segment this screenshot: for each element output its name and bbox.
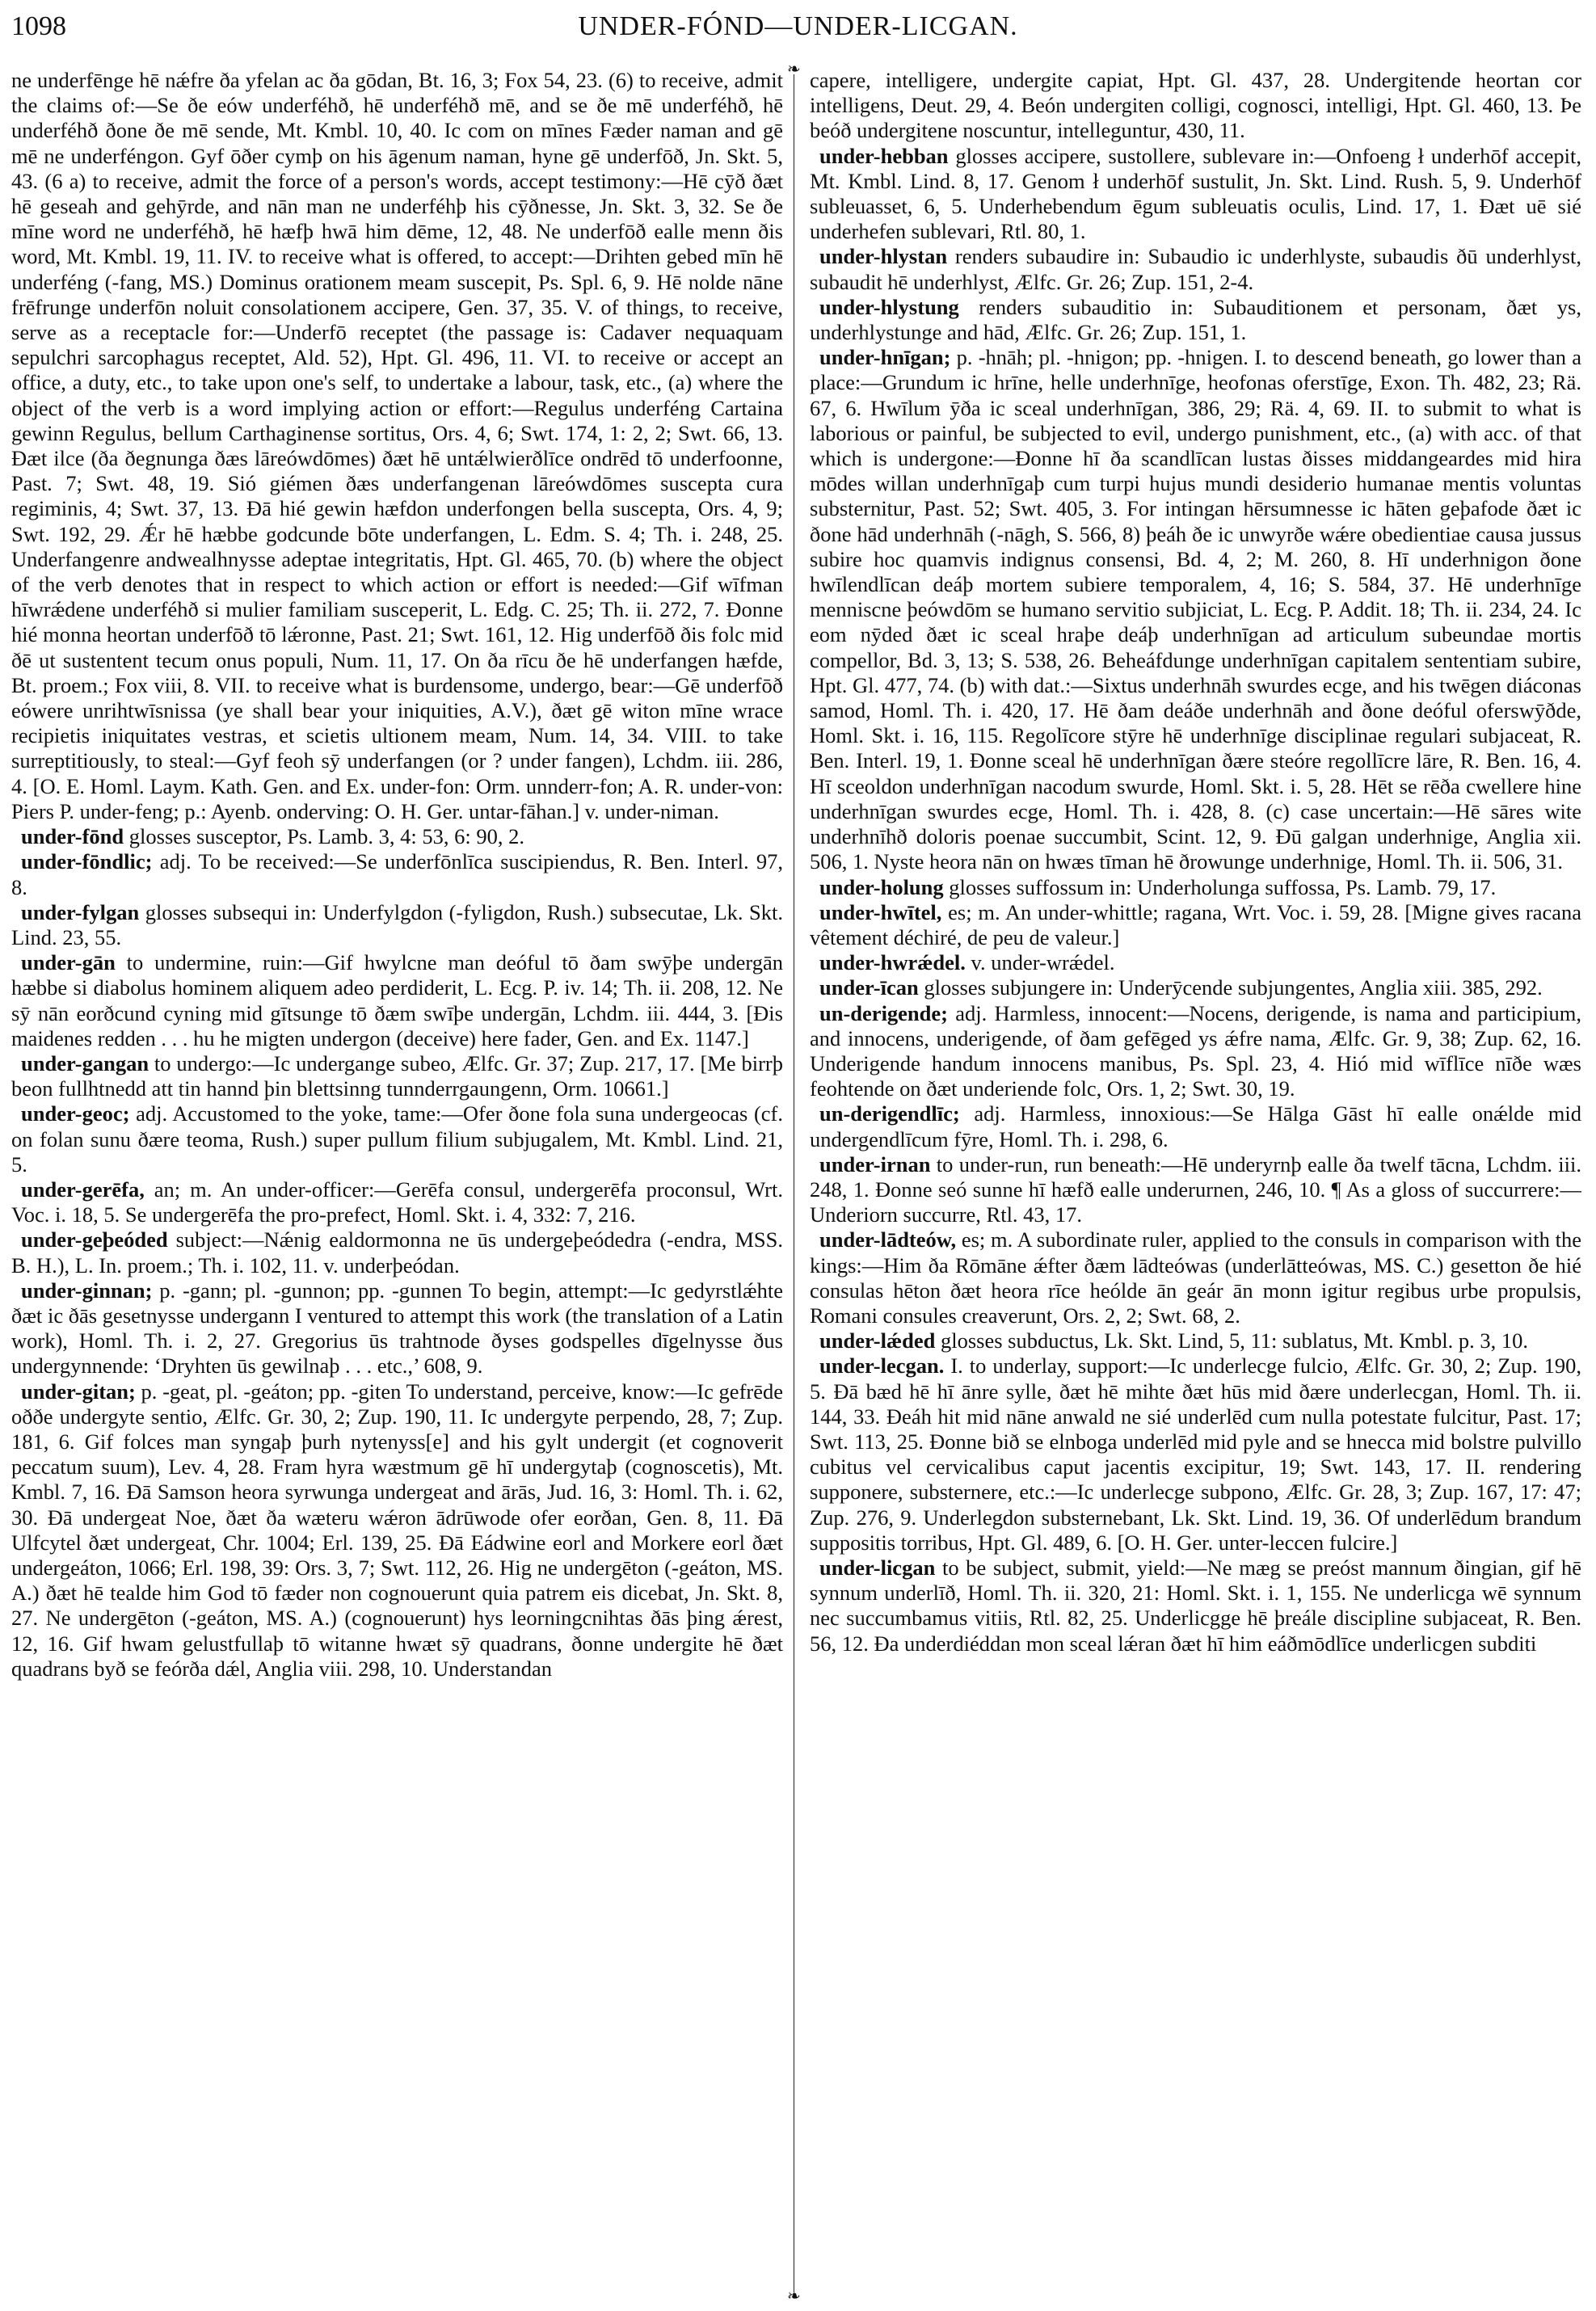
headword: under-īcan bbox=[819, 975, 919, 1000]
dictionary-entry bbox=[810, 1152, 1581, 1228]
headword: under-hwītel, bbox=[819, 899, 942, 924]
dictionary-entry bbox=[810, 68, 1581, 144]
entry-text: capere, intelligere, undergite capiat, Hpt. Gl. 437, 28. Undergitende heortan cor intelligens, Deut. 29, 4. Beón undergiten colligi, cognosci, intelligi, Hpt. Gl. 460, 13. Þe beóð undergitene noscuntur, intelleguntur, 430, 11. bbox=[810, 68, 1581, 143]
headword: under-ginnan; bbox=[21, 1278, 153, 1303]
dictionary-entry bbox=[810, 295, 1581, 345]
headword: under-geþeóded bbox=[21, 1227, 168, 1252]
dictionary-entry bbox=[11, 849, 783, 899]
entry-text: adj. Harmless, innocent:—Nocens, derigende, is nama and participium, and innocens, underigende, of ðam gefēged ys ǽfre nama, Ælfc. Gr. 9, 38; Zup. 62, 16. Underigende handum innocens manibus, Ps. Spl. 23, 4. Hió mid wīflīce nīðe wæs feohtende on ðæt underiende folc, Ors. 1, 2; Swt. 30, 19. bbox=[810, 1000, 1581, 1101]
entry-text: p. -hnāh; pl. -hnigon; pp. -hnigen. I. to descend beneath, go lower than a place:—Grundum ic hrīne, helle underhnīge, heofonas oferstīge, Exon. Th. 482, 23; Rä. 67, 6. Hwīlum ȳða ic sceal underhnīgan, 386, 29; Rä. 4, 69. II. to submit to what is laborious or painful, be subjected to evil, undergo punishment, etc., (a) with acc. of that which is undergone:—Ðonne hī ða scandlīcan lustas ðisses middangeardes mid hira mōdes willan underhnīgaþ cum turpi hujus mundi desiderio humanae mentis voluntas substernitur, Past. 52; Swt. 405, 3. For intingan hērsumnesse ic hāten geþafode ðæt ic ðone hād underhnāh (-nāgh, S. 566, 8) þeáh ðe ic unwyrðe wǽre obedientiae causa jussus subire hoc quamvis indignus consensi, Bd. 4, 2; M. 260, 8. Hī underhnigon ðone hwīlendlīcan deáþ mortem subiere temporalem, 4, 16; S. 584, 37. Hē underhnīge mennisсne þeówdōm se humano servitio subjiciat, L. Ecg. P. Addit. 18; Th. ii. 234, 24. Ic eom nȳded ðæt ic sceal hraþe deáþ underhnīgan ad articulum subeundae mortis compellor, Bd. 3, 13; S. 538, 26. Beheáfdunge underhnīgan capitalem sententiam subire, Hpt. Gl. 477, 74. (b) with dat.:—Sixtus underhnāh swurdes ecge, and his twēgen diáconas samod, Homl. Th. i. 420, 17. Hē ðam deáðe underhnāh and ðone deóful oferswȳðde, Homl. Skt. i. 16, 115. Regolīcore stȳre hē underhnīge disciplinae regulari subjaceat, R. Ben. Interl. 19, 1. Ðonne sceal hē underhnīgan ðære steóre regollīcre lāre, R. Ben. 16, 4. Hī sceoldon underhnīgan nacodum swurde, Homl. Skt. i. 5, 28. Hēt se rēða cwellere hine underhnīgan swurdes ecge, Homl. Th. i. 428, 8. (c) case uncertain:—Hē sāres wite underhnīhð doloris poenae succumbit, Scint. 12, 9. Ðū galgan underhnige, Anglia xii. 506, 1. Nyste heora nān on hwæs tīman hē ðrowunge underhnige, Homl. Th. ii. 506, 31. bbox=[810, 345, 1581, 874]
dictionary-entry bbox=[11, 1051, 783, 1101]
entry-text: I. to underlay, support:—Ic underlecge fulcio, Ælfc. Gr. 30, 2; Zup. 190, 5. Ðā bæd hē hī ānre sylle, ðæt hē mihte ðæt hūs mid ðære underlecgan, Homl. Th. ii. 144, 33. Ðeáh hit mid nāne anwald ne sié underlēd cum nulla potestate fulcitur, Past. 17; Swt. 113, 25. Ðonne bið se elnboga underlēd mid pyle and se hnecca mid bolstre pulvillo cubitus vel cervicalibus caput jacentis excipitur, 19; Swt. 143, 17. II. rendering supponere, substernere, etc.:—Ic underlecge subpono, Ælfc. Gr. 28, 3; Zup. 167, 17: 47; Zup. 276, 9. Underlegdon substernebant, Lk. Skt. Lind. 19, 36. Of underlēdum brandum suppositis torribus, Hpt. Gl. 489, 6. [O. H. Ger. unter-leccen fulcire.] bbox=[810, 1353, 1581, 1555]
dictionary-entry bbox=[11, 1227, 783, 1278]
entry-text: to undergo:—Ic undergange subeo, Ælfc. Gr. 37; Zup. 217, 17. [Me birrþ beon fullhtnedd att tin hannd þin blettsinng tunnderrgaungenn, Orm. 10661.] bbox=[11, 1050, 783, 1101]
column-ornament-top-icon: ❧ bbox=[787, 61, 801, 78]
dictionary-entry bbox=[11, 1278, 783, 1379]
page-number: 1098 bbox=[11, 11, 66, 41]
headword: under-hlystan bbox=[819, 244, 948, 269]
headword: under-irnan bbox=[819, 1151, 931, 1177]
headword: under-gān bbox=[21, 950, 116, 975]
entry-text: glosses subsequi in: Underfylgdon (-fyligdon, Rush.) subsecutae, Lk. Skt. Lind. 23, 55. bbox=[11, 899, 783, 949]
dictionary-entry bbox=[810, 950, 1581, 975]
entry-text: renders subaudire in: Subaudio ic underhlyste, subaudis ðū underhlyst, subaudit hē underhlyst, Ælfc. Gr. 26; Zup. 151, 2-4. bbox=[810, 244, 1581, 294]
entry-text: v. under-wrǽdel. bbox=[965, 950, 1115, 975]
entry-text: to be subject, submit, yield:—Ne mæg se preóst mannum ðingian, gif hē synnum underlīð, Homl. Th. ii. 320, 21: Homl. Skt. i. 1, 155. Ne underlicga wē synnum nec succumbamus vitiis, Rtl. 82, 25. Underlicgge hē þreále discipline subjaceat, R. Ben. 56, 12. Ða underdiéddan mon sceal lǽran ðæt hī him eáðmōdlīce underlicgen subditi bbox=[810, 1555, 1581, 1656]
dictionary-entry bbox=[11, 900, 783, 950]
entry-text: ne underfēnge hē nǽfre ða yfelan ac ða gōdan, Bt. 16, 3; Fox 54, 23. (6) to receive, admit the claims of:—Se ðe eów underféhð, hē underféhð mē, and se ðe mē underféhð, hē underféhð ðone ðe mē sende, Mt. Kmbl. 10, 40. Ic com on mīnes Fæder naman and gē mē ne underféngon. Gyf ōðer cymþ on his āgenum naman, hyne gē underfōð, Jn. Skt. 5, 43. (6 a) to receive, admit the force of a person's words, accept testimony:—Hē cȳð ðæt hē geseah and gehȳrde, and nān man ne underféhþ his cȳðnesse, Jn. Skt. 3, 32. Se ðe mīne word ne underféhð, hē hæfþ hwā him dēme, 12, 48. Ne underfōð ealle menn ðis word, Mt. Kmbl. 19, 11. IV. to receive what is offered, to accept:—Drihten gebed mīn hē underféng (-fang, MS.) Dominus orationem meam suscepit, Ps. Spl. 6, 9. Hē nolde nāne frēfrunge underfōn noluit consolationem accipere, Gen. 37, 35. V. of things, to receive, serve as a receptacle for:—Underfō receptet (the passage is: Cadaver nequaquam sepulchri sarcophagus receptet, Ald. 52), Hpt. Gl. 496, 11. VI. to receive or accept an office, a duty, etc., to take upon one's self, to undertake a labour, task, etc., (a) where the object of the verb is a word implying action or effort:—Regulus underféng Cartaina gewinn Regulus, bellum Carthaginense sortitus, Ors. 4, 6; Swt. 174, 1: 2, 2; Swt. 66, 13. Ðæt ilce (ða ðegnunga ðæs lāreówdōmes) ðæt hē untǽlwierðlīce ondrēd tō underfoonne, Past. 7; Swt. 48, 19. Sió giémen ðæs underfangenan lāreówdōmes suscepta cura regiminis, 4; Swt. 37, 13. Ðā hié gewin hæfdon underfongen bella suscepta, Ors. 4, 9; Swt. 192, 29. Ǽr hē hæbbe godcunde bōte underfangen, L. Edm. S. 4; Th. i. 248, 25. Underfangenre andwealhnysse adeptae integritatis, Hpt. Gl. 465, 70. (b) where the object of the verb denotes that in respect to which action or effort is needed:—Gif wīfman hīwrǽdene underféhð si mulier familiam susceperit, L. Edg. C. 25; Th. ii. 272, 7. Ðonne hié monna heortan underfōð tō lǽronne, Past. 21; Swt. 161, 12. Hig underfōð ðis folc mid ðē ut sustentent tecum onus populi, Num. 11, 17. On ða rīcu ðe hē underfangen hæfde, Bt. proem.; Fox viii, 8. VII. to receive what is burdensome, undergo, bear:—Gē underfōð eówere unrihtwīsnissa (ye shall bear your iniquities, A.V.), ðæt gē witon mīne wrace recipietis iniquitates vestras, et scietis ultionem meam, Num. 14, 34. VIII. to take surreptitiously, to steal:—Gyf feoh sȳ underfangen (or ? under fangen), Lchdm. iii. 286, 4. [O. E. Homl. Laym. Kath. Gen. and Ex. under-fon: Orm. unnderr-fon; A. R. under-von: Piers P. under-feng; p.: Ayenb. onderving: O. H. Ger. untar-fāhan.] v. under-niman. bbox=[11, 68, 783, 823]
dictionary-entry bbox=[11, 68, 783, 824]
headword: under-hlystung bbox=[819, 294, 959, 319]
dictionary-entry bbox=[810, 244, 1581, 294]
headword: under-lecgan. bbox=[819, 1353, 945, 1379]
dictionary-entry bbox=[11, 1101, 783, 1177]
entry-text: an; m. An under-officer:—Gerēfa consul, undergerēfa proconsul, Wrt. Voc. i. 18, 5. Se undergerēfa the pro-prefect, Homl. Skt. i. 4, 332: 7, 216. bbox=[11, 1177, 783, 1227]
entry-text: p. -gann; pl. -gunnon; pp. -gunnen To begin, attempt:—Ic gedyrstlǽhte ðæt ic ðās gesetnysse undergann I ventured to attempt this work (the translation of a Latin work), Homl. Th. i. 2, 27. Gregorius ūs trahtnode ðyses godspelles dīgelnysse ðus undergynnende: ‘Dryhten ūs gewilnaþ . . . etc.,’ 608, 9. bbox=[11, 1278, 783, 1379]
dictionary-entry bbox=[810, 900, 1581, 950]
entry-text: to under-run, run beneath:—Hē underyrnþ ealle ða twelf tācna, Lchdm. iii. 248, 1. Ðonne seó sunne hī hæfð ealle underurnen, 246, 10. ¶ As a gloss of succurrere:—Underiorn succurre, Rtl. 43, 17. bbox=[810, 1151, 1581, 1227]
entry-text: p. -geat, pl. -geáton; pp. -giten To understand, perceive, know:—Ic gefrēde oððe undergyte sentio, Ælfc. Gr. 30, 2; Zup. 190, 11. Ic undergyte perpendo, 28, 7; Zup. 181, 6. Gif folces man syngaþ þurh nytenyss[e] and his gylt undergit (et cognoverit peccatum suum), Lev. 4, 28. Fram hyra wæstmum gē hī undergytaþ (cognoscetis), Mt. Kmbl. 7, 16. Ðā Samson heora syrwunga undergeat and ārās, Jud. 16, 3: Homl. Th. i. 62, 30. Ðā undergeat Noe, ðæt ða wæteru wǽron ādrūwode ofer eorðan, Gen. 8, 11. Ðā Ulfcytel ðæt undergeat, Chr. 1004; Erl. 139, 25. Ðā Eádwine eorl and Morkere eorl ðæt undergeáton, 1066; Erl. 198, 39: Ors. 3, 7; Swt. 112, 26. Hig ne undergēton (-geáton, MS. A.) ðæt hē tealde him God tō fæder non cognouerunt quia patrem eis dicebat, Jn. Skt. 8, 27. Ne undergēton (-geáton, MS. A.) (cognouerunt) hys leorningcnihtas ðās þing ǽrest, 12, 16. Gif hwam gelustfullaþ tō witanne hwæt sȳ quadrans, ðonne undergite hē ðæt quadrans byð se feórða dǽl, Anglia viii. 298, 10. Understandan bbox=[11, 1379, 783, 1681]
headword: under-fylgan bbox=[21, 899, 140, 924]
entry-text: adj. Harmless, innoxious:—Se Hālga Gāst hī ealle onǽlde mid undergendlīcum fȳre, Homl. Th. i. 298, 6. bbox=[810, 1101, 1581, 1151]
headword: under-licgan bbox=[819, 1555, 936, 1580]
entry-text: adj. Accustomed to the yoke, tame:—Ofer ðone fola suna undergeocas (cf. on folan sunu ðære teoma, Rush.) super pullum filium subjugalem, Mt. Kmbl. Lind. 21, 5. bbox=[11, 1101, 783, 1177]
entry-text: glosses suffossum in: Underholunga suffossa, Ps. Lamb. 79, 17. bbox=[943, 874, 1497, 899]
headword: under-lādteów, bbox=[819, 1227, 957, 1252]
dictionary-entry bbox=[810, 1555, 1581, 1656]
entry-text: es; m. A subordinate ruler, applied to the consuls in comparison with the kings:—Him ða Rōmāne ǽfter ðæm lādteówas (underlātteówas, MS. C.) gesetton ðe hié consulas hēton ðæt heora rīce heólde ān geár ān monn igitur regibus urbe propulsis, Romani consules creaverunt, Ors. 2, 2; Swt. 68, 2. bbox=[810, 1227, 1581, 1328]
entry-text: to undermine, ruin:—Gif hwylcne man deóful tō ðam swȳþe undergān hæbbe si diabolus hominem aliquem adeo perdiderit, L. Ecg. P. iv. 14; Th. ii. 208, 12. Ne sȳ nān eorðcund cyning mid gītsunge tō ðæm swīþe undergān, Lchdm. iii. 444, 3. [Ðis maidenes redden . . . hu he migten undergon (deceive) here fader, Gen. and Ex. 1147.] bbox=[11, 950, 783, 1050]
headword: under-gerēfa, bbox=[21, 1177, 145, 1202]
left-column bbox=[11, 68, 783, 2306]
dictionary-entry bbox=[810, 1328, 1581, 1353]
dictionary-entry bbox=[810, 144, 1581, 245]
entry-text: renders subauditio in: Subauditionem et personam, ðæt ys, underhlystunge and hād, Ælfc. Gr. 26; Zup. 151, 1. bbox=[810, 294, 1581, 345]
entry-text: glosses subjungere in: Underȳcende subjungentes, Anglia xiii. 385, 292. bbox=[918, 975, 1543, 1000]
headword: under-hnīgan; bbox=[819, 345, 951, 370]
dictionary-entry bbox=[810, 1353, 1581, 1555]
headword: under-geoc; bbox=[21, 1101, 130, 1126]
dictionary-entry bbox=[11, 1379, 783, 1682]
headword: under-gangan bbox=[21, 1050, 149, 1076]
entry-text: adj. To be received:—Se underfōnlīca suscipiendus, R. Ben. Interl. 97, 8. bbox=[11, 849, 783, 899]
entry-text: glosses accipere, sustollere, sublevare in:—Onfoeng ł underhōf accepit, Mt. Kmbl. Lind. 8, 17. Genom ł underhōf sustulit, Jn. Skt. Lind. Rush. 5, 9. Underhōf subleuasset, 6, 5. Underhebendum ēgum subleuatis oculis, Lind. 17, 1. Ðæt uē sié underhefen sublevari, Rtl. 80, 1. bbox=[810, 143, 1581, 244]
entry-text: es; m. An under-whittle; ragana, Wrt. Voc. i. 59, 28. [Migne gives racana vêtement déchiré, de peu de valeur.] bbox=[810, 899, 1581, 949]
entry-text: subject:—Nǽnig ealdormonna ne ūs undergeþeódedra (-endra, MSS. B. H.), L. In. proem.; Th. i. 102, 11. v. underþeódan. bbox=[11, 1227, 783, 1278]
page-title: UNDER-FÓND—UNDER-LICGAN. bbox=[578, 11, 1018, 41]
headword: under-lǽded bbox=[819, 1328, 936, 1353]
headword: un-derigendlīc; bbox=[819, 1101, 960, 1126]
dictionary-entry bbox=[810, 1001, 1581, 1102]
page-header bbox=[11, 11, 1585, 52]
headword: under-hwrǽdel. bbox=[819, 950, 966, 975]
column-ornament-bottom-icon: ❧ bbox=[787, 2288, 801, 2305]
dictionary-entry bbox=[11, 1177, 783, 1227]
entry-text: glosses susceptor, Ps. Lamb. 3, 4: 53, 6: 90, 2. bbox=[124, 824, 524, 849]
dictionary-entry bbox=[810, 875, 1581, 900]
headword: under-fōnd bbox=[21, 824, 124, 849]
dictionary-entry bbox=[11, 824, 783, 849]
dictionary-entry bbox=[810, 975, 1581, 1000]
dictionary-entry bbox=[810, 345, 1581, 874]
headword: under-gitan; bbox=[21, 1379, 136, 1404]
dictionary-entry bbox=[810, 1101, 1581, 1151]
entry-text: glosses subductus, Lk. Skt. Lind, 5, 11: sublatus, Mt. Kmbl. p. 3, 10. bbox=[935, 1328, 1529, 1353]
right-column bbox=[810, 68, 1581, 2306]
dictionary-entry bbox=[810, 1227, 1581, 1328]
headword: under-holung bbox=[819, 874, 944, 899]
headword: under-fōndlic; bbox=[21, 849, 153, 874]
dictionary-entry bbox=[11, 950, 783, 1051]
headword: under-hebban bbox=[819, 143, 949, 168]
headword: un-derigende; bbox=[819, 1000, 948, 1025]
